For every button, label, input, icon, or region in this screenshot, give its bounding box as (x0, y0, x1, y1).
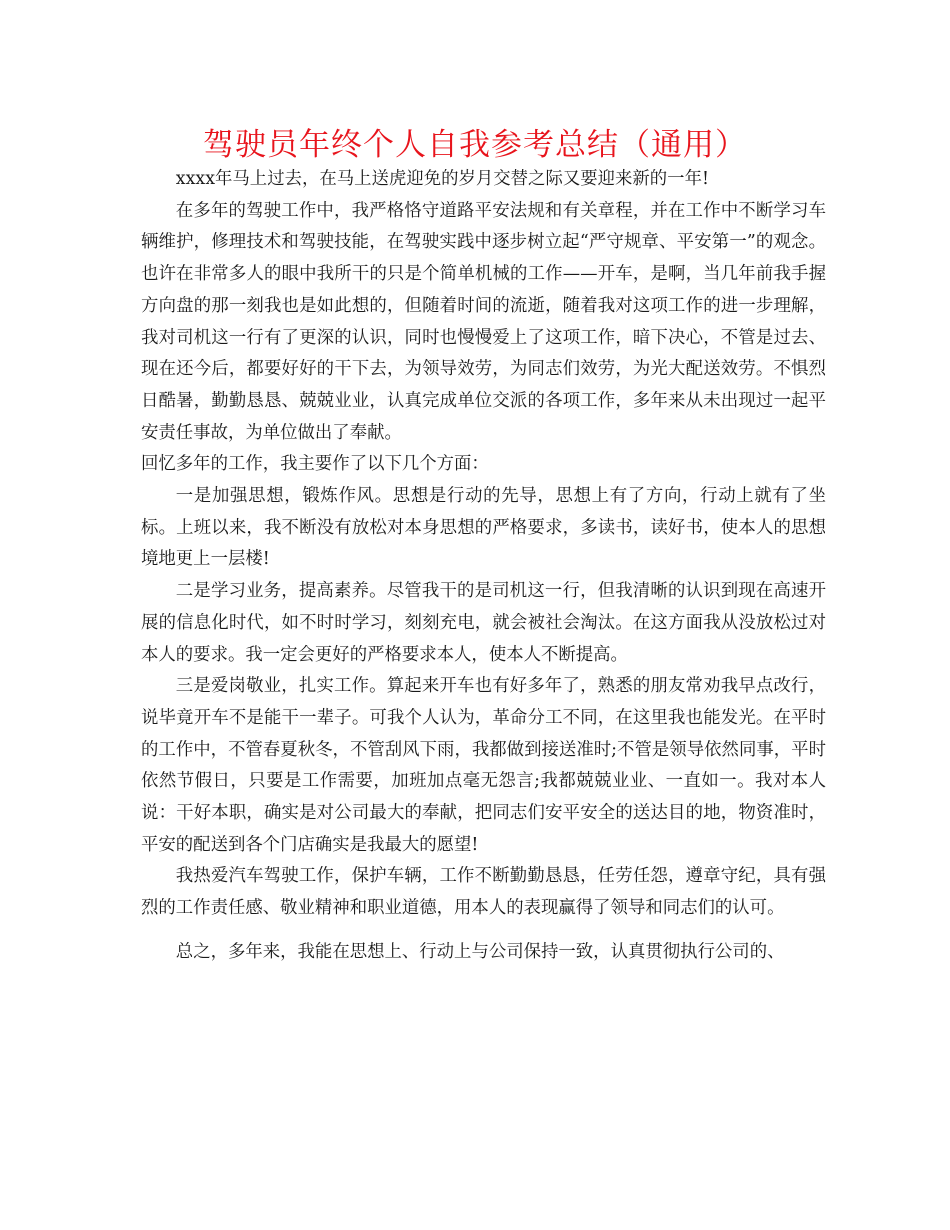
paragraph-spacer (141, 925, 826, 937)
document-body (141, 164, 826, 969)
paragraph-review: 回忆多年的工作，我主要作了以下几个方面： (141, 454, 489, 475)
paragraph-driving-work: 在多年的驾驶工作中，我严格恪守道路平安法规和有关章程，并在工作中不断学习车辆维护，修理技术和驾驶技能，在驾驶实践中逐步树立起“严守规章、平安第一”的观念。也许在非常多人的眼中我所干的只是个简单机械的工作——开车，是啊，当几年前我手握方向盘的那一刻我也是如此想的，但随着时间的流逝，随着我对这项工作的进一步理解，我对司机这一行有了更深的认识，同时也慢慢爱上了这项工作，暗下决心，不管是过去、现在还今后，都要好好的干下去，为领导效劳，为同志们效劳，为光大配送效劳。不惧烈日酷暑，勤勤恳恳、兢兢业业，认真完成单位交派的各项工作，多年来从未出现过一起平安责任事故，为单位做出了奉献。 (141, 200, 826, 443)
paragraph-intro: xxxx年马上过去，在马上送虎迎免的岁月交替之际又要迎来新的一年! (175, 169, 709, 189)
paragraph-point-three: 三是爱岗敬业，扎实工作。算起来开车也有好多年了，熟悉的朋友常劝我早点改行，说毕竟开车不是能干一辈子。可我个人认为，革命分工不同，在这里我也能发光。在平时的工作中，不管春夏秋冬，不管刮风下雨，我都做到接送准时;不管是领导依然同事，平时依然节假日，只要是工作需要，加班加点毫无怨言;我都兢兢业业、一直如一。我对本人说：干好本职，确实是对公司最大的奉献，把同志们安平安全的送达目的地，物资准时，平安的配送到各个门店确实是我最大的愿望! (141, 676, 826, 855)
document-title: 驾驶员年终个人自我参考总结（通用） (203, 127, 747, 163)
paragraph-point-one: 一是加强思想，锻炼作风。思想是行动的先导，思想上有了方向，行动上就有了坐标。上班以来，我不断没有放松对本身思想的严格要求，多读书，读好书，使本人的思想境地更上一层楼! (141, 486, 826, 570)
paragraph-point-two: 二是学习业务，提高素养。尽管我干的是司机这一行，但我清晰的认识到现在高速开展的信息化时代，如不时时学习，刻刻充电，就会被社会淘汰。在这方面我从没放松过对本人的要求。我一定会更好的严格要求本人，使本人不断提高。 (141, 581, 826, 665)
paragraph-conclusion: 总之，多年来，我能在思想上、行动上与公司保持一致，认真贯彻执行公司的、 (175, 941, 785, 962)
paragraph-love-driving: 我热爱汽车驾驶工作，保护车辆，工作不断勤勤恳恳，任劳任怨，遵章守纪，具有强烈的工作责任感、敬业精神和职业道德，用本人的表现赢得了领导和同志们的认可。 (141, 866, 826, 919)
